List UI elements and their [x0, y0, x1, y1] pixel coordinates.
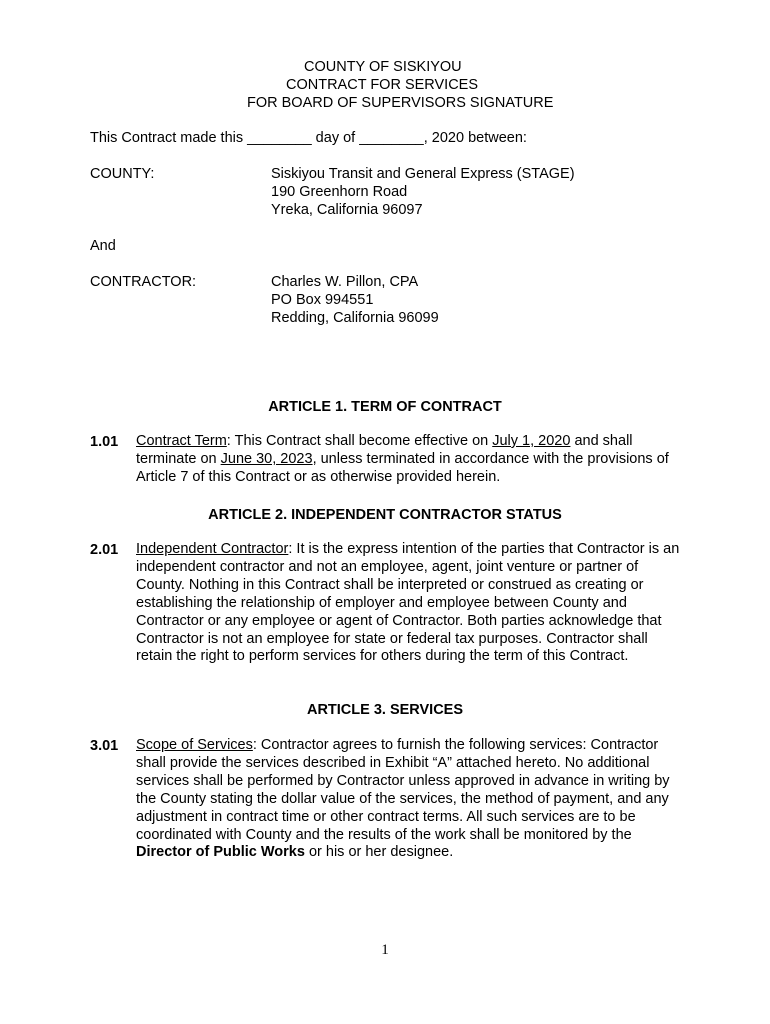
contract-made-line: This Contract made this ________ day of ________, 2020 between:	[90, 130, 527, 146]
county-address-line: 190 Greenhorn Road	[271, 184, 408, 200]
termination-date: June 30, 2023	[220, 450, 313, 467]
section-number: 3.01	[90, 738, 119, 754]
and-text: And	[90, 238, 116, 254]
page-number: 1	[381, 942, 389, 958]
contractor-address-line: PO Box 994551	[271, 292, 374, 308]
county-address-line: Siskiyou Transit and General Express (STAGE)	[271, 166, 575, 182]
contractor-address-line: Charles W. Pillon, CPA	[271, 274, 419, 290]
document-header	[0, 58, 770, 112]
section-heading: Contract Term	[136, 433, 227, 449]
section-heading: Independent Contractor	[136, 541, 289, 557]
section-number: 2.01	[90, 542, 119, 558]
article-3-title: ARTICLE 3. SERVICES	[306, 702, 464, 718]
header-contract-type: CONTRACT FOR SERVICES	[286, 77, 479, 93]
contractor-label: CONTRACTOR:	[90, 274, 197, 290]
section-number: 1.01	[90, 434, 119, 450]
header-signature-note: FOR BOARD OF SUPERVISORS SIGNATURE	[247, 95, 554, 111]
county-address-line: Yreka, California 96097	[271, 202, 423, 218]
article-2-title: ARTICLE 2. INDEPENDENT CONTRACTOR STATUS	[208, 507, 562, 523]
section-text: Contract Term: This Contract shall become effective on July 1, 2020 and shall terminate on June 30, 2023, unless terminated in accordance with the provisions of Article 7 of this Contract or as otherwise provided herein.	[136, 433, 669, 485]
section-heading: Scope of Services	[136, 737, 253, 753]
header-county-name: COUNTY OF SISKIYOU	[304, 59, 462, 75]
county-address	[271, 165, 575, 219]
article-1-title: ARTICLE 1. TERM OF CONTRACT	[268, 399, 502, 415]
effective-date: July 1, 2020	[492, 433, 571, 449]
director-title: Director of Public Works	[136, 844, 305, 861]
county-label: COUNTY:	[90, 166, 155, 182]
section-text: Independent Contractor: It is the express intention of the parties that Contractor is an independent contractor and not an employee, agent, joint venture or partner of County. Nothing in this Contract shall be interpreted or construed as creating or establishing the relationship of employer and employee between County and Contractor or any employee or agent of Contractor. Both parties acknowledge that Contractor is not an employee for state or federal tax purposes. Contractor shall retain the right to perform services for others during the term of this Contract.	[136, 541, 680, 665]
contractor-address-line: Redding, California 96099	[271, 310, 439, 326]
section-text: Scope of Services: Contractor agrees to furnish the following services: Contractor shall provide the services described in Exhibit “A” attached hereto. No additional services shall be performed by Contractor unless approved in advance in writing by the County stating the dollar value of the services, the method of payment, and any adjustment in contract time or other contract terms. All such services are to be coordinated with County and the results of the work shall be monitored by the Director of Public Works or his or her designee.	[136, 737, 670, 861]
contractor-address	[271, 273, 439, 327]
